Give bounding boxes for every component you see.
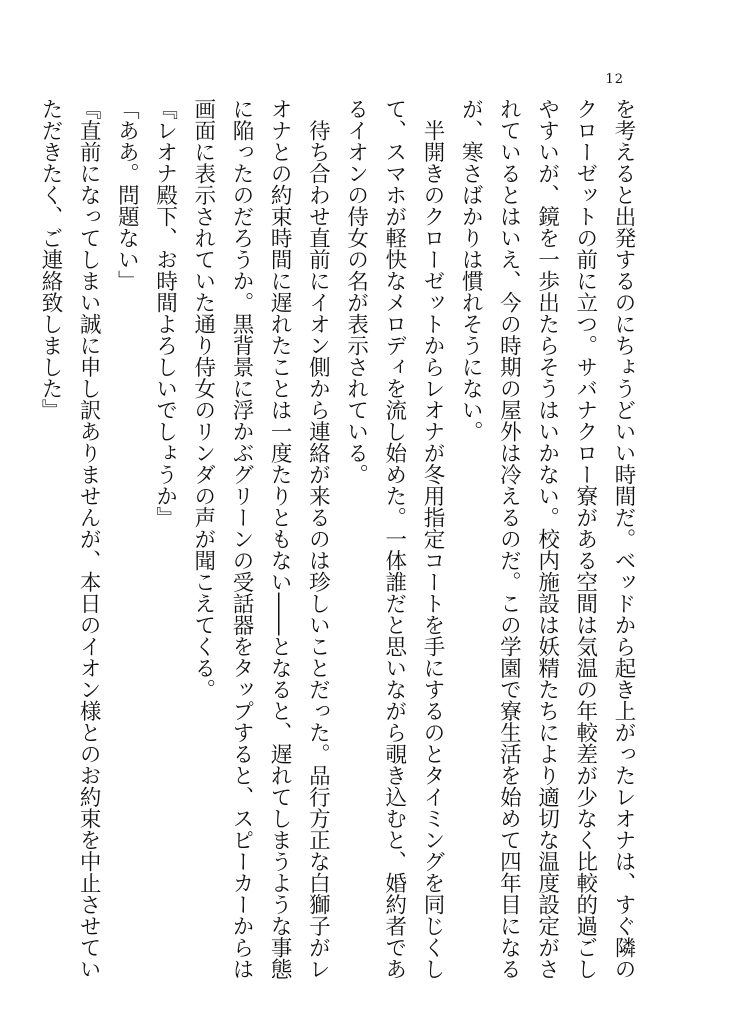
page-number: 12 [605, 72, 624, 87]
text-line: を考えると出発するのにちょうどいい時間だ。ベッドから起き上がったレオナは、すぐ隣の [611, 98, 636, 980]
text-line: るイオンの侍女の名が表示されている。 [343, 98, 369, 485]
text-line: やすいが、鏡を一歩出たらそうはいかない。校内施設は妖精たちにより適切な温度設定がさ [534, 98, 560, 980]
text-line: て、スマホが軽快なメロディを流し始めた。一体誰だと思いながら覗き込むと、婚約者であ [381, 98, 407, 980]
text-line: が、寒さばかりは慣れそうにない。 [458, 98, 484, 442]
dialogue-line: ただきたく、ご連絡致しました』 [37, 98, 63, 421]
dialogue-line: 「ああ。問題ない」 [114, 98, 140, 292]
dialogue-line: 『直前になってしまい誠に申し訳ありませんが、本日のイオン様とのお約束を中止させてい [76, 98, 102, 980]
text-line: れているとはいえ、今の時期の屋外は冷えるのだ。この学園で寮生活を始めて四年目になる [496, 98, 522, 980]
text-line: 待ち合わせ直前にイオン側から連絡が来るのは珍しいことだった。品行方正な白獅子がレ [305, 98, 331, 980]
text-line: クローゼットの前に立つ。サバナクロー寮がある空間は気温の年較差が少なく比較的過ごし [572, 98, 598, 980]
vertical-text-block [31, 98, 642, 980]
text-line: に陥ったのだろうか。黒背景に浮かぶグリーンの受話器をタップすると、スピーカーからは [228, 98, 254, 980]
text-line: 画面に表示されていた通り侍女のリンダの声が聞こえてくる。 [190, 98, 216, 700]
dialogue-line: 『レオナ殿下、お時間よろしいでしょうか』 [152, 98, 178, 528]
text-line: 半開きのクローゼットからレオナが冬用指定コートを手にするのとタイミングを同じくし [419, 98, 445, 980]
text-line: オナとの約束時間に遅れたことは一度たりともない――となると、遅れてしまうような事態 [267, 98, 293, 980]
